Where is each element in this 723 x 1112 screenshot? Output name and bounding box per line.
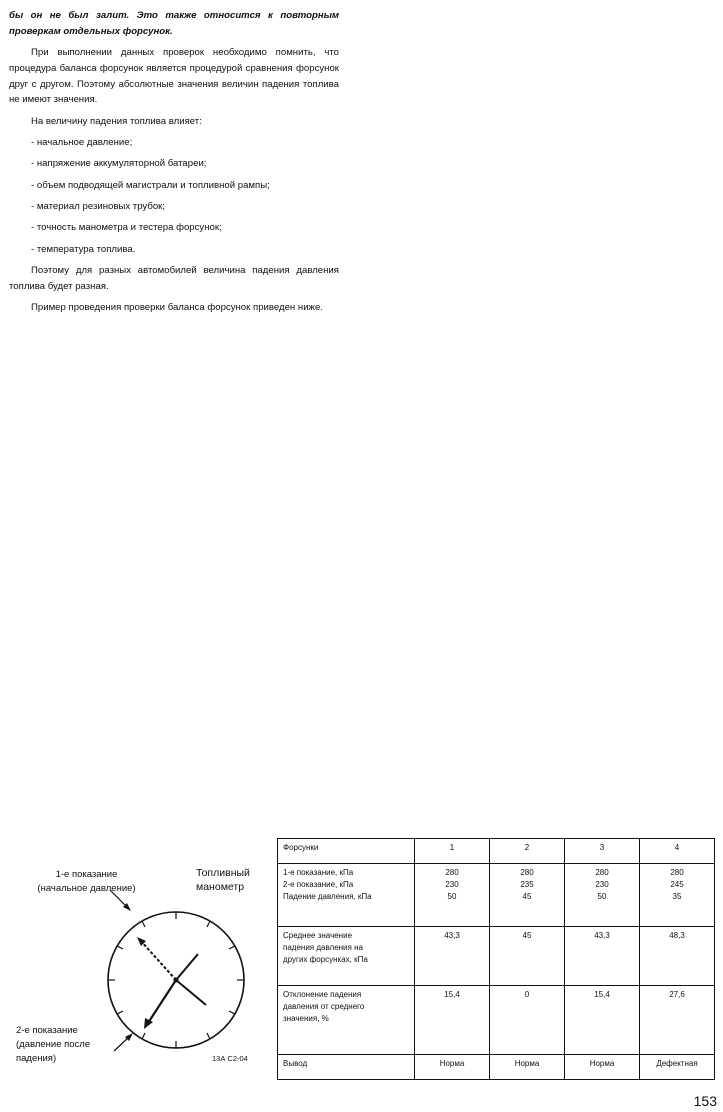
label-second-reading: 2-е показание (давление после падения) (16, 1025, 91, 1064)
paragraph-balance-note: При выполнении данных проверок необходимо помнить, что процедура баланса форсунок является процедурой сравнения форсунок друг с другом. Поэтому абсолютные значения величин падения топлива не имеют значения. (9, 47, 339, 106)
needle-first-reading (140, 940, 176, 980)
table-row (278, 986, 715, 1055)
table-cell: 280 230 50 (565, 864, 640, 927)
factor-item: - материал резиновых трубок; (31, 200, 166, 212)
pressure-gauge-figure (10, 858, 272, 1078)
body-text (9, 8, 339, 321)
needle-second-reading (148, 980, 176, 1023)
factor-item: - точность манометра и тестера форсунок; (31, 222, 222, 234)
figure-code: 13А С2-04 (212, 1054, 248, 1063)
table-cell: 15,4 (565, 986, 640, 1055)
paragraph-conclusion: Поэтому для разных автомобилей величина падения давления топлива будет разная. (9, 264, 339, 292)
table-cell: 43,3 (415, 927, 490, 986)
table-cell: 0 (490, 986, 565, 1055)
table-cell: 45 (490, 927, 565, 986)
table-cell: 27,6 (640, 986, 715, 1055)
table-cell: 48,3 (640, 927, 715, 986)
table-cell: Норма (415, 1055, 490, 1080)
table-cell: Дефектная (640, 1055, 715, 1080)
label-fuel-gauge: Топливный манометр (196, 867, 250, 893)
table-row (278, 927, 715, 986)
table-cell: 15,4 (415, 986, 490, 1055)
row-label: Отклонение падения давления от среднего значения, % (278, 986, 415, 1055)
header-cell: 2 (490, 839, 565, 864)
table-cell: 280 230 50 (415, 864, 490, 927)
paragraph-continuation: бы он не был залит. Это также относится к повторным проверкам отдельных форсунок. (9, 10, 339, 37)
factor-item: - объем подводящей магистрали и топливной рампы; (31, 179, 270, 191)
header-cell: 4 (640, 839, 715, 864)
table-cell: Норма (565, 1055, 640, 1080)
label-first-reading: 1-е показание (начальное давление) (37, 869, 136, 894)
table-cell: 280 245 35 (640, 864, 715, 927)
row-label: 1-е показание, кПа 2-е показание, кПа Падение давления, кПа (278, 864, 415, 927)
page-number: 153 (693, 1093, 717, 1109)
header-cell: 3 (565, 839, 640, 864)
factor-item: - температура топлива. (31, 243, 136, 255)
paragraph-example-intro: Пример проведения проверки баланса форсунок приведен ниже. (31, 301, 323, 313)
injector-balance-table (277, 838, 715, 1080)
header-cell: 1 (415, 839, 490, 864)
header-cell: Форсунки (278, 839, 415, 864)
table-cell: 280 235 45 (490, 864, 565, 927)
table-row (278, 1055, 715, 1080)
paragraph-factors-intro: На величину падения топлива влияет: (31, 115, 202, 127)
table-row (278, 864, 715, 927)
row-label: Среднее значение падения давления на других форсунках, кПа (278, 927, 415, 986)
factor-item: - напряжение аккумуляторной батареи; (31, 158, 207, 170)
table-cell: Норма (490, 1055, 565, 1080)
table-header-row (278, 839, 715, 864)
table-cell: 43,3 (565, 927, 640, 986)
factor-item: - начальное давление; (31, 137, 133, 149)
row-label: Вывод (278, 1055, 415, 1080)
